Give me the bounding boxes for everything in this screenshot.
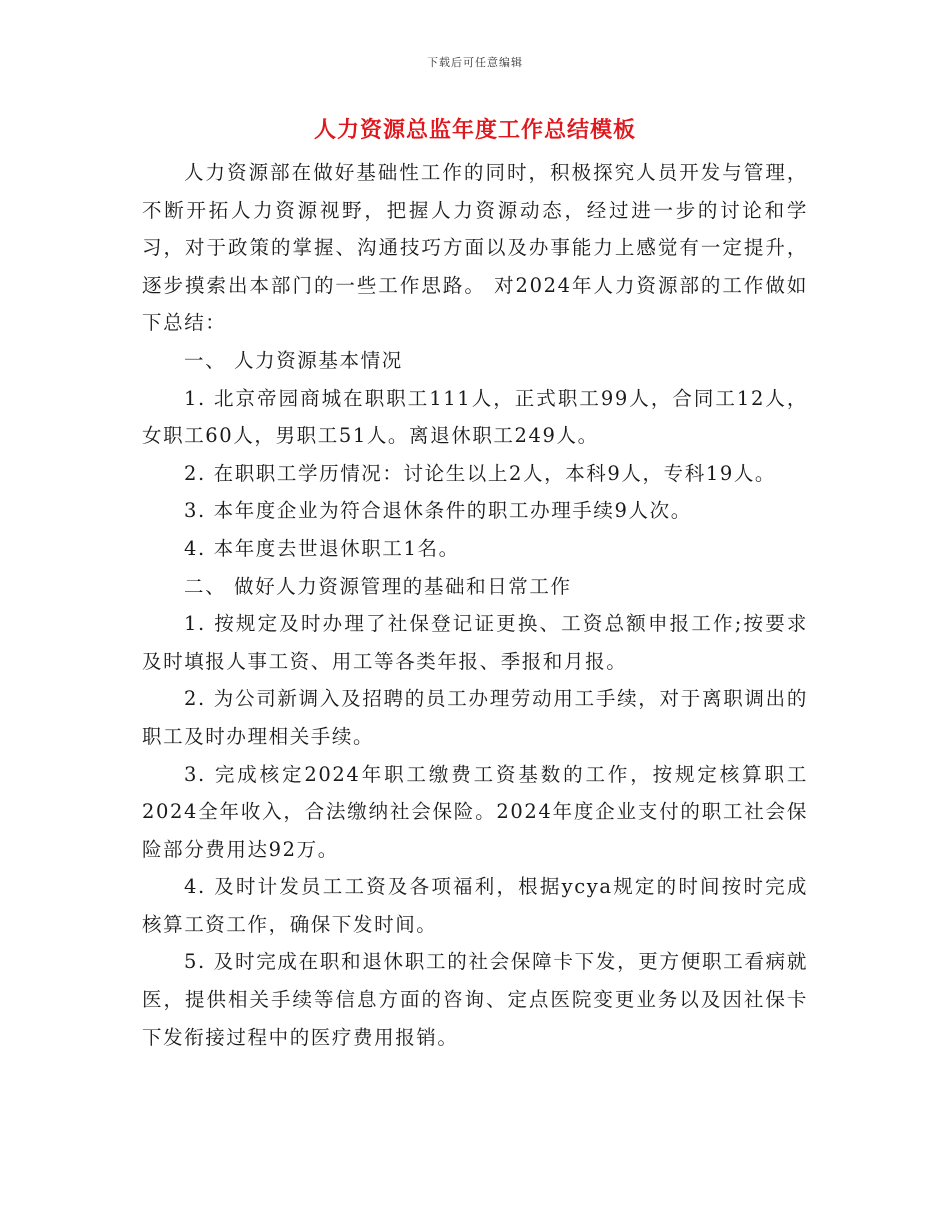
list-item: 5. 及时完成在职和退休职工的社会保障卡下发，更方便职工看病就医，提供相关手续等信息方面的咨询、定点医院变更业务以及因社保卡下发衔接过程中的医疗费用报销。 xyxy=(142,950,808,1049)
list-item: 4. 及时计发员工工资及各项福利，根据ycya规定的时间按时完成核算工资工作，确保下发时间。 xyxy=(142,875,808,936)
list-item: 1. 按规定及时办理了社保登记证更换、工资总额申报工作;按要求及时填报人事工资、用工等各类年报、季报和月报。 xyxy=(142,612,808,673)
page-header-note: 下载后可任意编辑 xyxy=(427,56,523,69)
list-item: 1. 北京帝园商城在职职工111人，正式职工99人，合同工12人，女职工60人，男职工51人。离退休职工249人。 xyxy=(142,386,808,448)
section-heading-2: 二、 做好人力资源管理的基础和日常工作 xyxy=(184,574,572,598)
document-body xyxy=(142,154,808,1056)
intro-paragraph: 人力资源部在做好基础性工作的同时，积极探究人员开发与管理，不断开拓人力资源视野，把握人力资源动态，经过进一步的讨论和学习，对于政策的掌握、沟通技巧方面以及办事能力上感觉有一定提升，逐步摸索出本部门的一些工作思路。 对2024年人力资源部的工作做如下总结： xyxy=(142,161,808,335)
document-title: 人力资源总监年度工作总结模板 xyxy=(313,117,636,143)
section-heading-1: 一、 人力资源基本情况 xyxy=(184,348,403,372)
list-item: 2. 在职职工学历情况：讨论生以上2人，本科9人，专科19人。 xyxy=(184,461,777,485)
list-item: 2. 为公司新调入及招聘的员工办理劳动用工手续，对于离职调出的职工及时办理相关手续。 xyxy=(142,687,808,748)
list-item: 3. 本年度企业为符合退休条件的职工办理手续9人次。 xyxy=(184,499,692,523)
list-item: 4. 本年度去世退休职工1名。 xyxy=(184,536,460,560)
list-item: 3. 完成核定2024年职工缴费工资基数的工作，按规定核算职工2024全年收入，合法缴纳社会保险。2024年度企业支付的职工社会保险部分费用达92万。 xyxy=(142,762,808,861)
